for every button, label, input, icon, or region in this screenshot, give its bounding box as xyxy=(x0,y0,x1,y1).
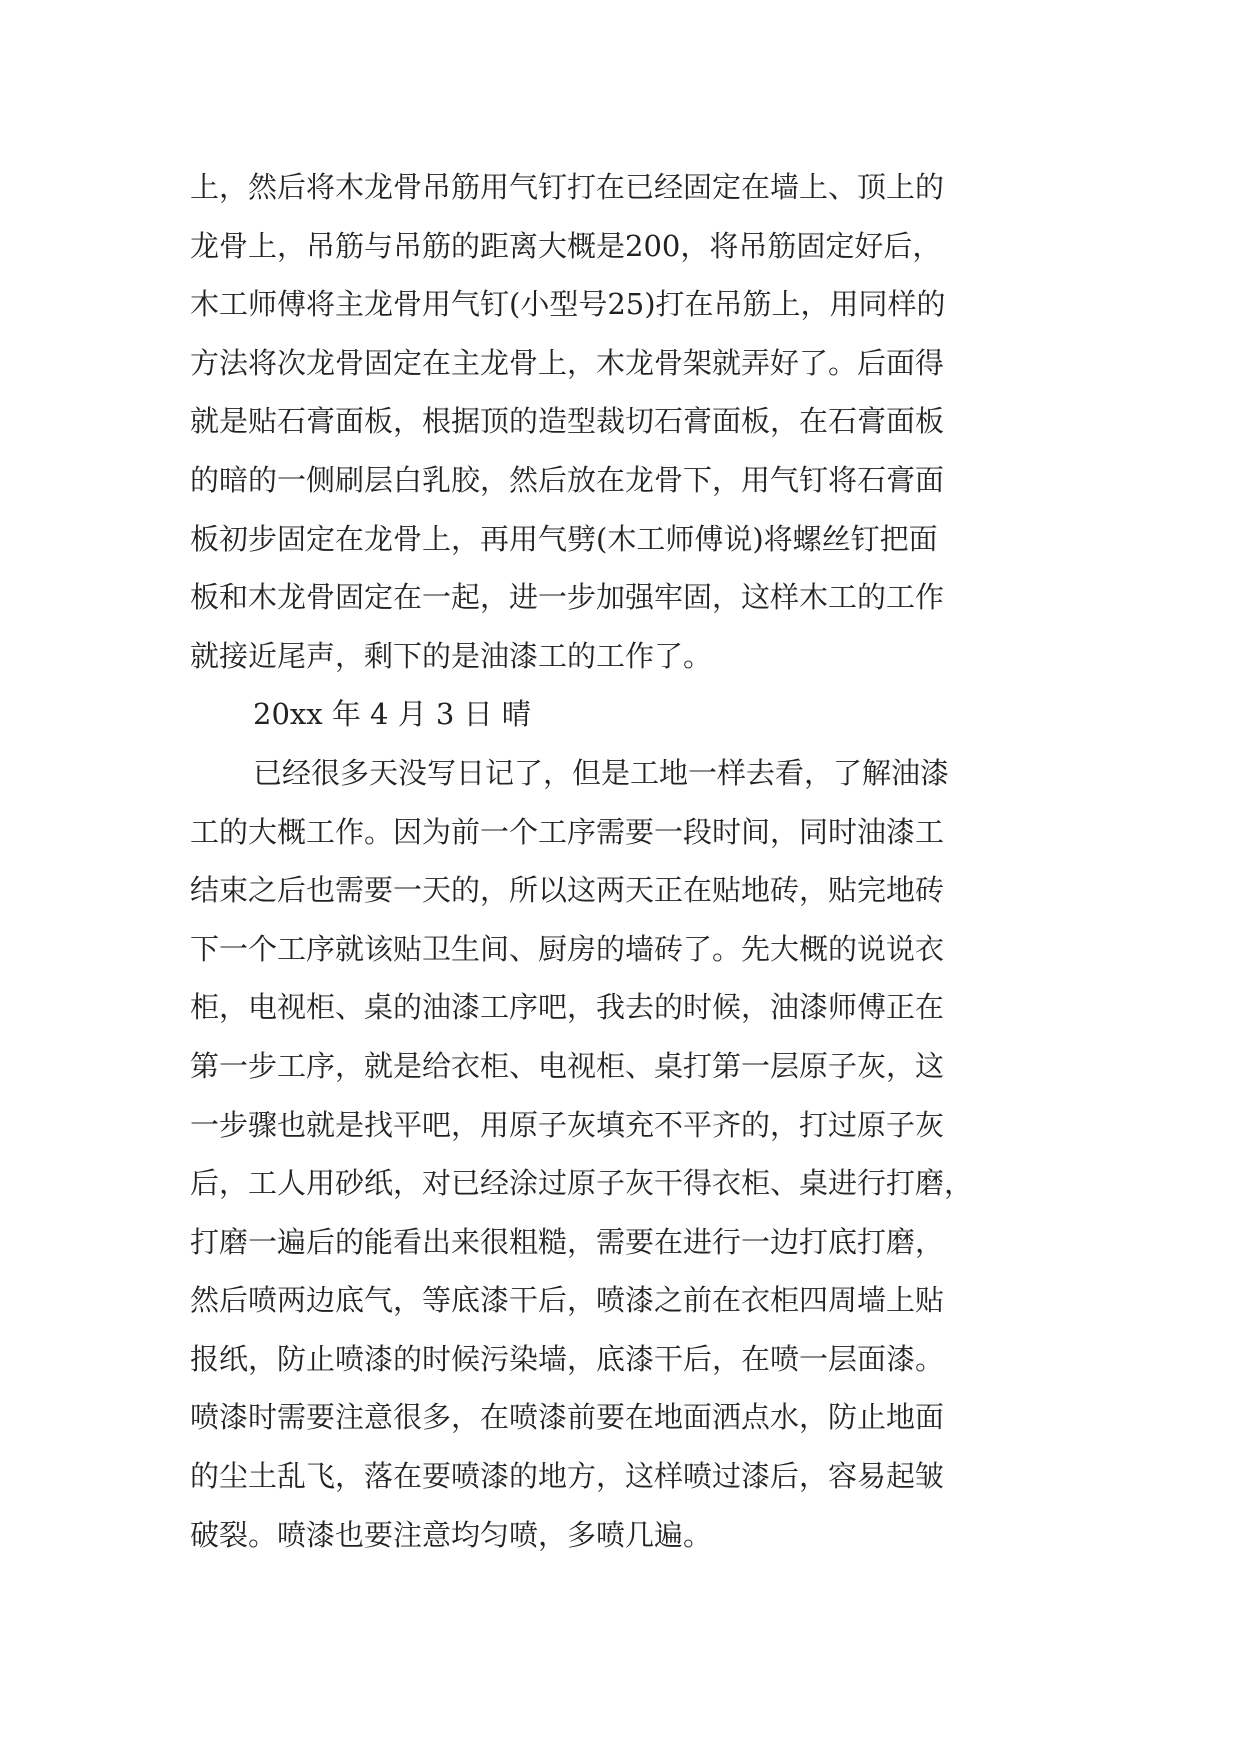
text-line: 然后喷两边底气，等底漆干后，喷漆之前在衣柜四周墙上贴 xyxy=(190,1283,945,1318)
text-line: 打磨一遍后的能看出来很粗糙，需要在进行一边打底打磨， xyxy=(190,1224,945,1259)
text-line: 下一个工序就该贴卫生间、厨房的墙砖了。先大概的说说衣 xyxy=(190,931,945,966)
text-line: 结束之后也需要一天的，所以这两天正在贴地砖，贴完地砖 xyxy=(190,873,945,908)
text-line: 喷漆时需要注意很多，在喷漆前要在地面洒点水，防止地面 xyxy=(190,1400,945,1435)
paragraph-first-line: 已经很多天没写日记了，但是工地一样去看，了解油漆 xyxy=(253,755,950,790)
text-line: 龙骨上，吊筋与吊筋的距离大概是200，将吊筋固定好后， xyxy=(190,228,942,263)
text-line: 就接近尾声，剩下的是油漆工的工作了。 xyxy=(190,638,713,673)
text-line: 木工师傅将主龙骨用气钉(小型号25)打在吊筋上，用同样的 xyxy=(190,287,946,322)
text-line: 工的大概工作。因为前一个工序需要一段时间，同时油漆工 xyxy=(190,814,945,849)
body-text xyxy=(190,158,1070,1564)
text-line: 的暗的一侧刷层白乳胶，然后放在龙骨下，用气钉将石膏面 xyxy=(190,462,945,497)
text-line: 一步骤也就是找平吧，用原子灰填充不平齐的，打过原子灰 xyxy=(190,1107,945,1142)
text-line: 板和木龙骨固定在一起，进一步加强牢固，这样木工的工作 xyxy=(190,580,945,615)
text-line: 报纸，防止喷漆的时候污染墙，底漆干后，在喷一层面漆。 xyxy=(190,1341,945,1376)
text-line: 上，然后将木龙骨吊筋用气钉打在已经固定在墙上、顶上的 xyxy=(190,170,945,204)
text-line: 第一步工序，就是给衣柜、电视柜、桌打第一层原子灰，这 xyxy=(190,1048,945,1083)
text-line: 柜，电视柜、桌的油漆工序吧，我去的时候，油漆师傅正在 xyxy=(190,990,945,1025)
diary-date-heading: 20xx 年 4 月 3 日 晴 xyxy=(253,697,531,732)
text-line: 就是贴石膏面板，根据顶的造型裁切石膏面板，在石膏面板 xyxy=(190,404,945,439)
text-line: 板初步固定在龙骨上，再用气劈(木工师傅说)将螺丝钉把面 xyxy=(190,521,938,556)
text-line: 方法将次龙骨固定在主龙骨上，木龙骨架就弄好了。后面得 xyxy=(190,345,945,380)
text-line: 的尘土乱飞，落在要喷漆的地方，这样喷过漆后，容易起皱 xyxy=(190,1459,945,1494)
text-line: 后，工人用砂纸，对已经涂过原子灰干得衣柜、桌进行打磨， xyxy=(190,1166,974,1201)
text-line: 破裂。喷漆也要注意均匀喷，多喷几遍。 xyxy=(190,1517,713,1552)
